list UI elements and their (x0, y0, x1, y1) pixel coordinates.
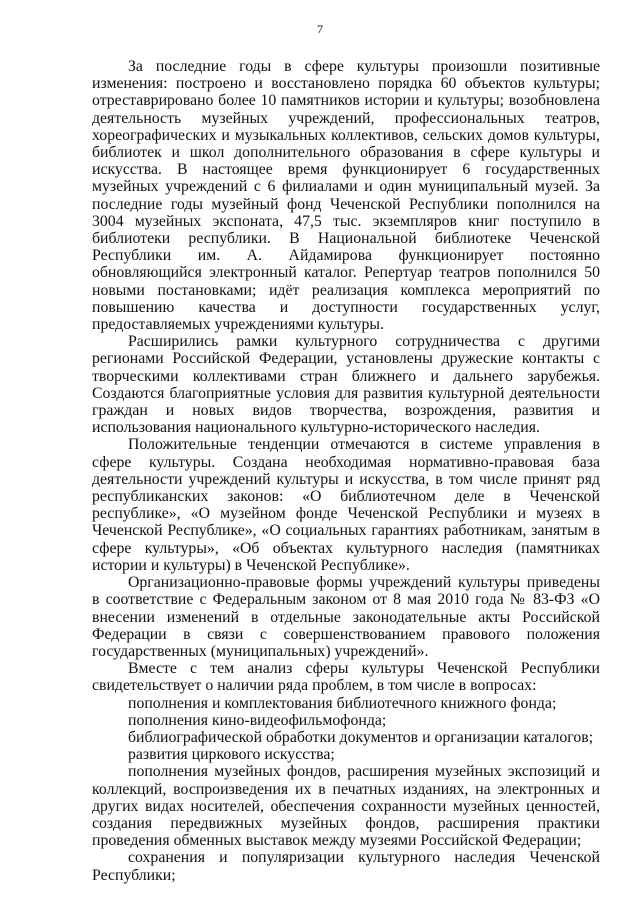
problem-item: сохранения и популяризации культурного наследия Чеченской Республики; (92, 849, 600, 884)
paragraph-achievements: За последние годы в сфере культуры произошли позитивные изменения: построено и восстановлено порядка 60 объектов культуры; отреставрировано более 10 памятников истории и культуры; возобновлена деятельность музейных учреждений, профессиональных театров, хореографических и музыкальных коллективов, сельских домов культуры, библиотек и школ дополнительного образования в сфере культуры и искусства. В настоящее время функционирует 6 государственных музейных учреждений с 6 филиалами и один муниципальный музей. За последние годы музейный фонд Чеченской Республики пополнился на 3004 музейных экспоната, 47,5 тыс. экземпляров книг поступило в библиотеки республики. В Национальной библиотеке Чеченской Республики им. А. Айдамирова функционирует постоянно обновляющийся электронный каталог. Репертуар театров пополнился 50 новыми постановками; идёт реализация комплекса мероприятий по повышению качества и доступности государственных услуг, предоставляемых учреждениями культуры. (92, 58, 600, 334)
problem-item: библиографической обработки документов и организации каталогов; (128, 728, 594, 746)
paragraph-management: Положительные тенденции отмечаются в системе управления в сфере культуры. Создана необходимая нормативно-правовая база деятельности учреждений культуры и искусства, в том числе принят ряд республиканских законов: «О библиотечном деле в Чеченской республике», «О музейном фонде Чеченской Республики и музеях в Чеченской Республике», «О социальных гарантиях работникам, занятым в сфере культуры», «Об объектах культурного наследия (памятниках истории и культуры) в Чеченской Республике». (92, 436, 600, 574)
problem-item: развития циркового искусства; (128, 746, 335, 764)
paragraph-legal-forms: Организационно-правовые формы учреждений культуры приведены в соответствие с Федеральным законом от 8 мая 2010 года № 83-ФЗ «О внесении изменений в отдельные законодательные акты Российской Федерации в связи с совершенствованием правового положения государственных (муниципальных) учреждений». (92, 574, 600, 660)
document-body (92, 58, 600, 884)
problem-item: пополнения и комплектования библиотечного книжного фонда; (128, 694, 557, 712)
problem-item: пополнения музейных фондов, расширения музейных экспозиций и коллекций, воспроизведения их в печатных изданиях, на электронных и других видах носителей, обеспечения сохранности музейных ценностей, создания передвижных музейных фондов, расширения практики проведения обменных выставок между музеями Российской Федерации; (92, 763, 600, 850)
paragraph-cooperation: Расширились рамки культурного сотрудничества с другими регионами Российской Федерации, установлены дружеские контакты с творческими коллективами стран ближнего и дальнего зарубежья. Создаются благоприятные условия для развития культурной деятельности граждан и новых видов творчества, возрождения, развития и использования национального культурно-исторического наследия. (92, 333, 600, 437)
problem-item: пополнения кино-видеофильмофонда; (128, 711, 387, 729)
problems-list (92, 695, 600, 884)
paragraph-problems-intro: Вместе с тем анализ сферы культуры Чеченской Республики свидетельствует о наличии ряда проблем, в том числе в вопросах: (92, 660, 600, 695)
page-number: 7 (317, 22, 323, 36)
